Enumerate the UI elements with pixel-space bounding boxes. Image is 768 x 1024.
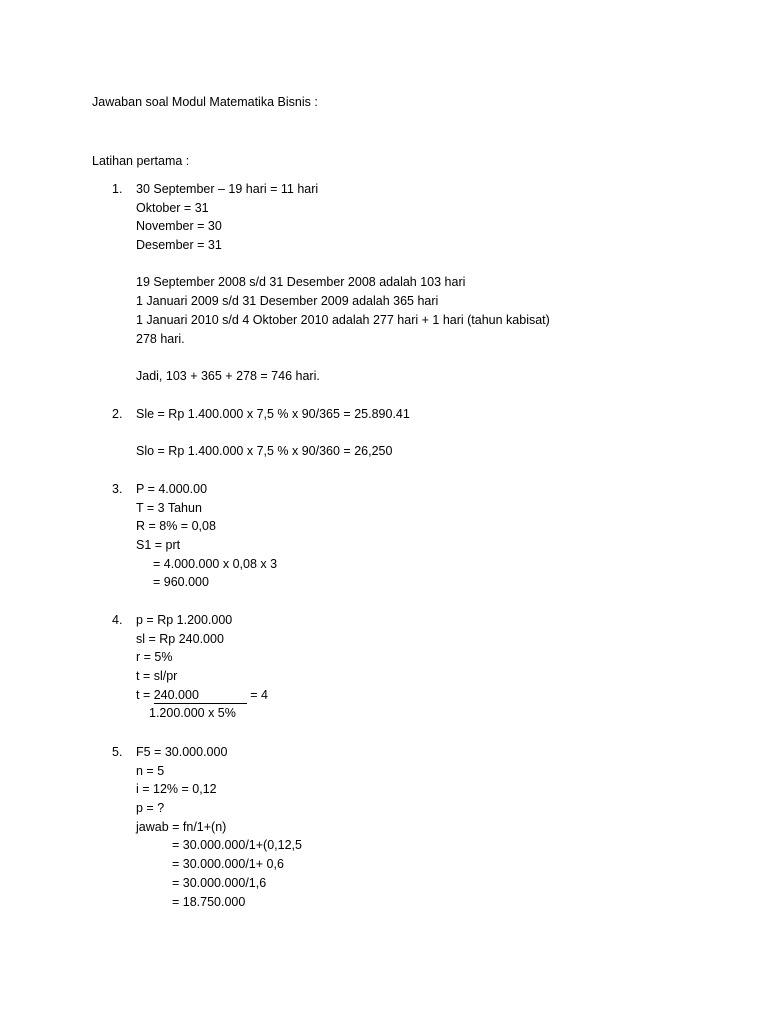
item-number-4: 4. — [112, 613, 123, 627]
item-number-3: 3. — [112, 482, 123, 496]
item-body-5 — [136, 743, 736, 911]
item-body-4 — [136, 611, 736, 723]
fraction-result: = 4 — [246, 687, 268, 702]
answer-line: 30 September – 19 hari = 11 hari — [136, 182, 319, 196]
answer-line: 278 hari. — [136, 331, 185, 346]
answer-line: 1 Januari 2010 s/d 4 Oktober 2010 adalah 277 hari + 1 hari (tahun kabisat) — [136, 312, 550, 327]
blank-line — [136, 424, 736, 443]
item-number-5: 5. — [112, 745, 123, 759]
answer-line: n = 5 — [136, 763, 165, 778]
item-body-2 — [136, 405, 736, 461]
answer-line: t = sl/pr — [136, 669, 178, 684]
answer-line: = 30.000.000/1+ 0,6 — [172, 857, 284, 872]
item-body-1 — [136, 180, 736, 386]
section-title: Latihan pertama : — [92, 154, 190, 168]
answer-line: 19 September 2008 s/d 31 Desember 2008 adalah 103 hari — [136, 275, 466, 290]
answer-line: Slo = Rp 1.400.000 x 7,5 % x 90/360 = 26,250 — [136, 444, 393, 459]
item-body-3 — [136, 480, 736, 592]
answer-line: p = ? — [136, 801, 165, 816]
answer-line: = 960.000 — [153, 575, 209, 590]
answer-line: p = Rp 1.200.000 — [136, 613, 233, 627]
fraction-line — [136, 686, 736, 705]
answer-line: = 30.000.000/1+(0,12,5 — [172, 838, 302, 853]
answer-line: sl = Rp 240.000 — [136, 631, 224, 646]
item-number-2: 2. — [112, 407, 123, 421]
answer-line: Oktober = 31 — [136, 200, 209, 215]
answer-line: = 30.000.000/1,6 — [172, 875, 267, 890]
answer-line: 1 Januari 2009 s/d 31 Desember 2009 adalah 365 hari — [136, 294, 439, 309]
answer-line: Desember = 31 — [136, 238, 222, 253]
answer-line: r = 5% — [136, 650, 173, 665]
answer-line: P = 4.000.00 — [136, 482, 208, 496]
answer-line: F5 = 30.000.000 — [136, 745, 228, 759]
fraction-numerator: 240.000 — [154, 687, 247, 704]
fraction-denominator: 1.200.000 x 5% — [149, 706, 236, 721]
answer-line: R = 8% = 0,08 — [136, 519, 216, 534]
answer-line: S1 = prt — [136, 538, 181, 553]
answer-line: i = 12% = 0,12 — [136, 782, 217, 797]
item-number-1: 1. — [112, 182, 123, 196]
answer-line: Jadi, 103 + 365 + 278 = 746 hari. — [136, 368, 320, 383]
fraction-prefix: t = — [136, 687, 154, 702]
answer-line: T = 3 Tahun — [136, 500, 202, 515]
blank-line — [136, 348, 736, 367]
answer-line: = 4.000.000 x 0,08 x 3 — [153, 556, 278, 571]
document-title: Jawaban soal Modul Matematika Bisnis : — [92, 95, 318, 109]
blank-line — [136, 255, 736, 274]
answer-line: jawab = fn/1+(n) — [136, 819, 227, 834]
answer-line: = 18.750.000 — [172, 894, 246, 909]
answer-line: Sle = Rp 1.400.000 x 7,5 % x 90/365 = 25.890.41 — [136, 407, 410, 421]
answer-line: November = 30 — [136, 219, 222, 234]
